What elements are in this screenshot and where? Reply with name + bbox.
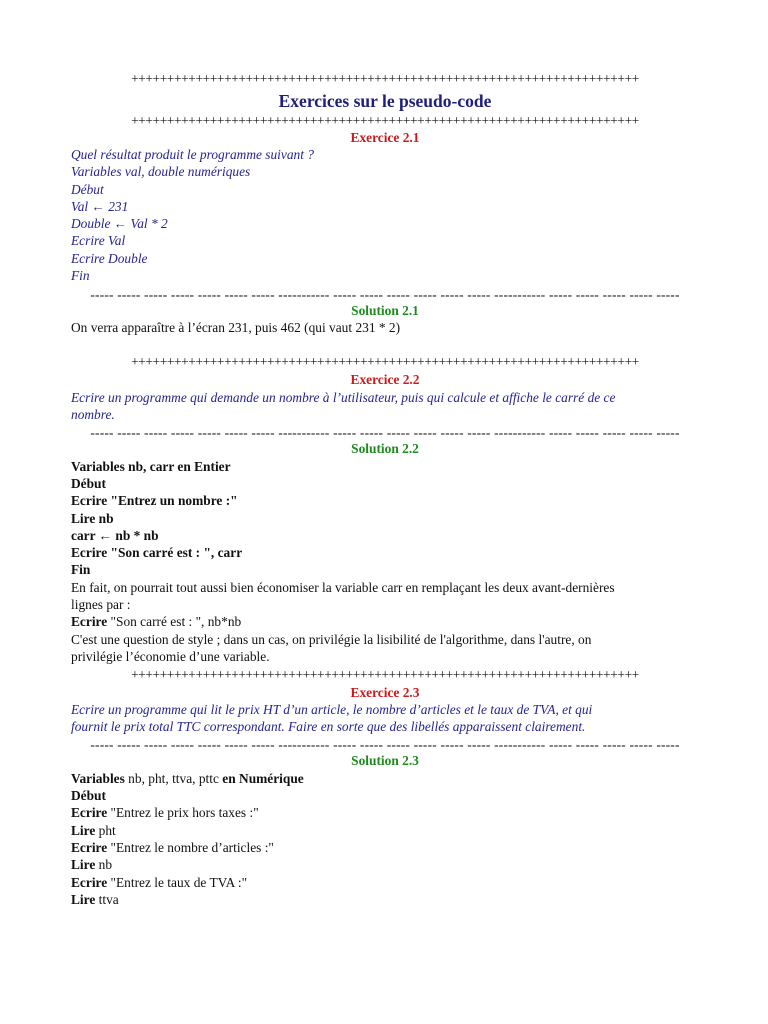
exercise-heading: Exercice 2.2	[350, 372, 420, 387]
plus-separator: +++++++++++++++++++++++++++++++++++++++++++++++++++++++++++++++++++++++	[131, 113, 639, 128]
question-line: Ecrire Double	[71, 251, 148, 266]
code-rest: ttva	[95, 892, 119, 907]
code-rest: pht	[95, 823, 116, 838]
dash-separator: ----- ----- ----- ----- ----- ----- ----- ----------- ----- ----- ----- ----- ----- ----- ----------- ----- ----- ----- ----- -----	[90, 287, 680, 302]
code-line	[71, 891, 699, 908]
question-line: Quel résultat produit le programme suivant ?	[71, 147, 314, 162]
solution-heading: Solution 2.3	[351, 753, 419, 768]
plus-separator: +++++++++++++++++++++++++++++++++++++++++++++++++++++++++++++++++++++++	[131, 354, 639, 369]
keyword: Lire	[71, 823, 96, 838]
code-line: Lire nb	[71, 511, 114, 526]
code-line: Fin	[71, 562, 91, 577]
plus-separator: +++++++++++++++++++++++++++++++++++++++++++++++++++++++++++++++++++++++	[131, 667, 639, 682]
explanation-text: privilégie l’économie d’une variable.	[71, 649, 270, 664]
solution-heading: Solution 2.2	[351, 441, 419, 456]
code-rest: "Son carré est : ", nb*nb	[107, 614, 242, 629]
question-line: nombre.	[71, 407, 115, 422]
question-line: Ecrire un programme qui lit le prix HT d’un article, le nombre d’articles et le taux de TVA, et qui	[71, 702, 593, 717]
code-line	[71, 804, 699, 821]
question-line: Double ← Val * 2	[71, 216, 168, 231]
explanation-text: lignes par :	[71, 597, 131, 612]
code-rest: "Entrez le taux de TVA :"	[107, 875, 248, 890]
exercise-heading: Exercice 2.3	[350, 685, 420, 700]
exercise-heading: Exercice 2.1	[350, 130, 420, 145]
page-title: Exercices sur le pseudo-code	[278, 91, 492, 111]
keyword: Lire	[71, 857, 96, 872]
question-line: Variables val, double numériques	[71, 164, 251, 179]
code-line	[71, 839, 699, 856]
code-line	[71, 874, 699, 891]
dash-separator: ----- ----- ----- ----- ----- ----- ----- ----------- ----- ----- ----- ----- ----- ----- ----------- ----- ----- ----- ----- -----	[90, 425, 680, 440]
code-line: Ecrire "Son carré est : ", carr	[71, 545, 243, 560]
question-line: Ecrire un programme qui demande un nombre à l’utilisateur, puis qui calcule et affiche le carré de ce	[71, 390, 616, 405]
code-line	[71, 822, 699, 839]
question-line: Val ← 231	[71, 199, 129, 214]
code-rest: "Entrez le prix hors taxes :"	[107, 805, 259, 820]
plus-separator: +++++++++++++++++++++++++++++++++++++++++++++++++++++++++++++++++++++++	[131, 71, 639, 86]
solution-heading: Solution 2.1	[351, 303, 419, 318]
code-line	[71, 770, 699, 787]
keyword: Ecrire	[71, 614, 108, 629]
keyword: Lire	[71, 892, 96, 907]
code-line: Variables nb, carr en Entier	[71, 459, 231, 474]
code-line	[71, 856, 699, 873]
keyword: en Numérique	[222, 771, 304, 786]
solution-text: On verra apparaître à l’écran 231, puis 462 (qui vaut 231 * 2)	[71, 320, 401, 335]
code-line: carr ← nb * nb	[71, 528, 159, 543]
question-line: Début	[71, 182, 104, 197]
question-line: Fin	[71, 268, 90, 283]
question-line: Ecrire Val	[71, 233, 126, 248]
code-rest: "Entrez le nombre d’articles :"	[107, 840, 274, 855]
keyword: Variables	[71, 771, 125, 786]
code-rest: nb, pht, ttva, pttc	[124, 771, 223, 786]
keyword: Ecrire	[71, 875, 108, 890]
explanation-text: En fait, on pourrait tout aussi bien économiser la variable carr en remplaçant les deux avant-dernières	[71, 580, 615, 595]
explanation-text: C'est une question de style ; dans un cas, on privilégie la lisibilité de l'algorithme, dans l'autre, on	[71, 632, 592, 647]
question-line: fournit le prix total TTC correspondant. Faire en sorte que des libellés apparaissent clairement.	[71, 719, 586, 734]
code-line: Début	[71, 788, 106, 803]
keyword: Ecrire	[71, 840, 108, 855]
code-rest: nb	[95, 857, 113, 872]
keyword: Ecrire	[71, 805, 108, 820]
alternative-code-line	[71, 613, 699, 630]
dash-separator: ----- ----- ----- ----- ----- ----- ----- ----------- ----- ----- ----- ----- ----- ----- ----------- ----- ----- ----- ----- -----	[90, 737, 680, 752]
code-line: Ecrire "Entrez un nombre :"	[71, 493, 238, 508]
code-line: Début	[71, 476, 106, 491]
